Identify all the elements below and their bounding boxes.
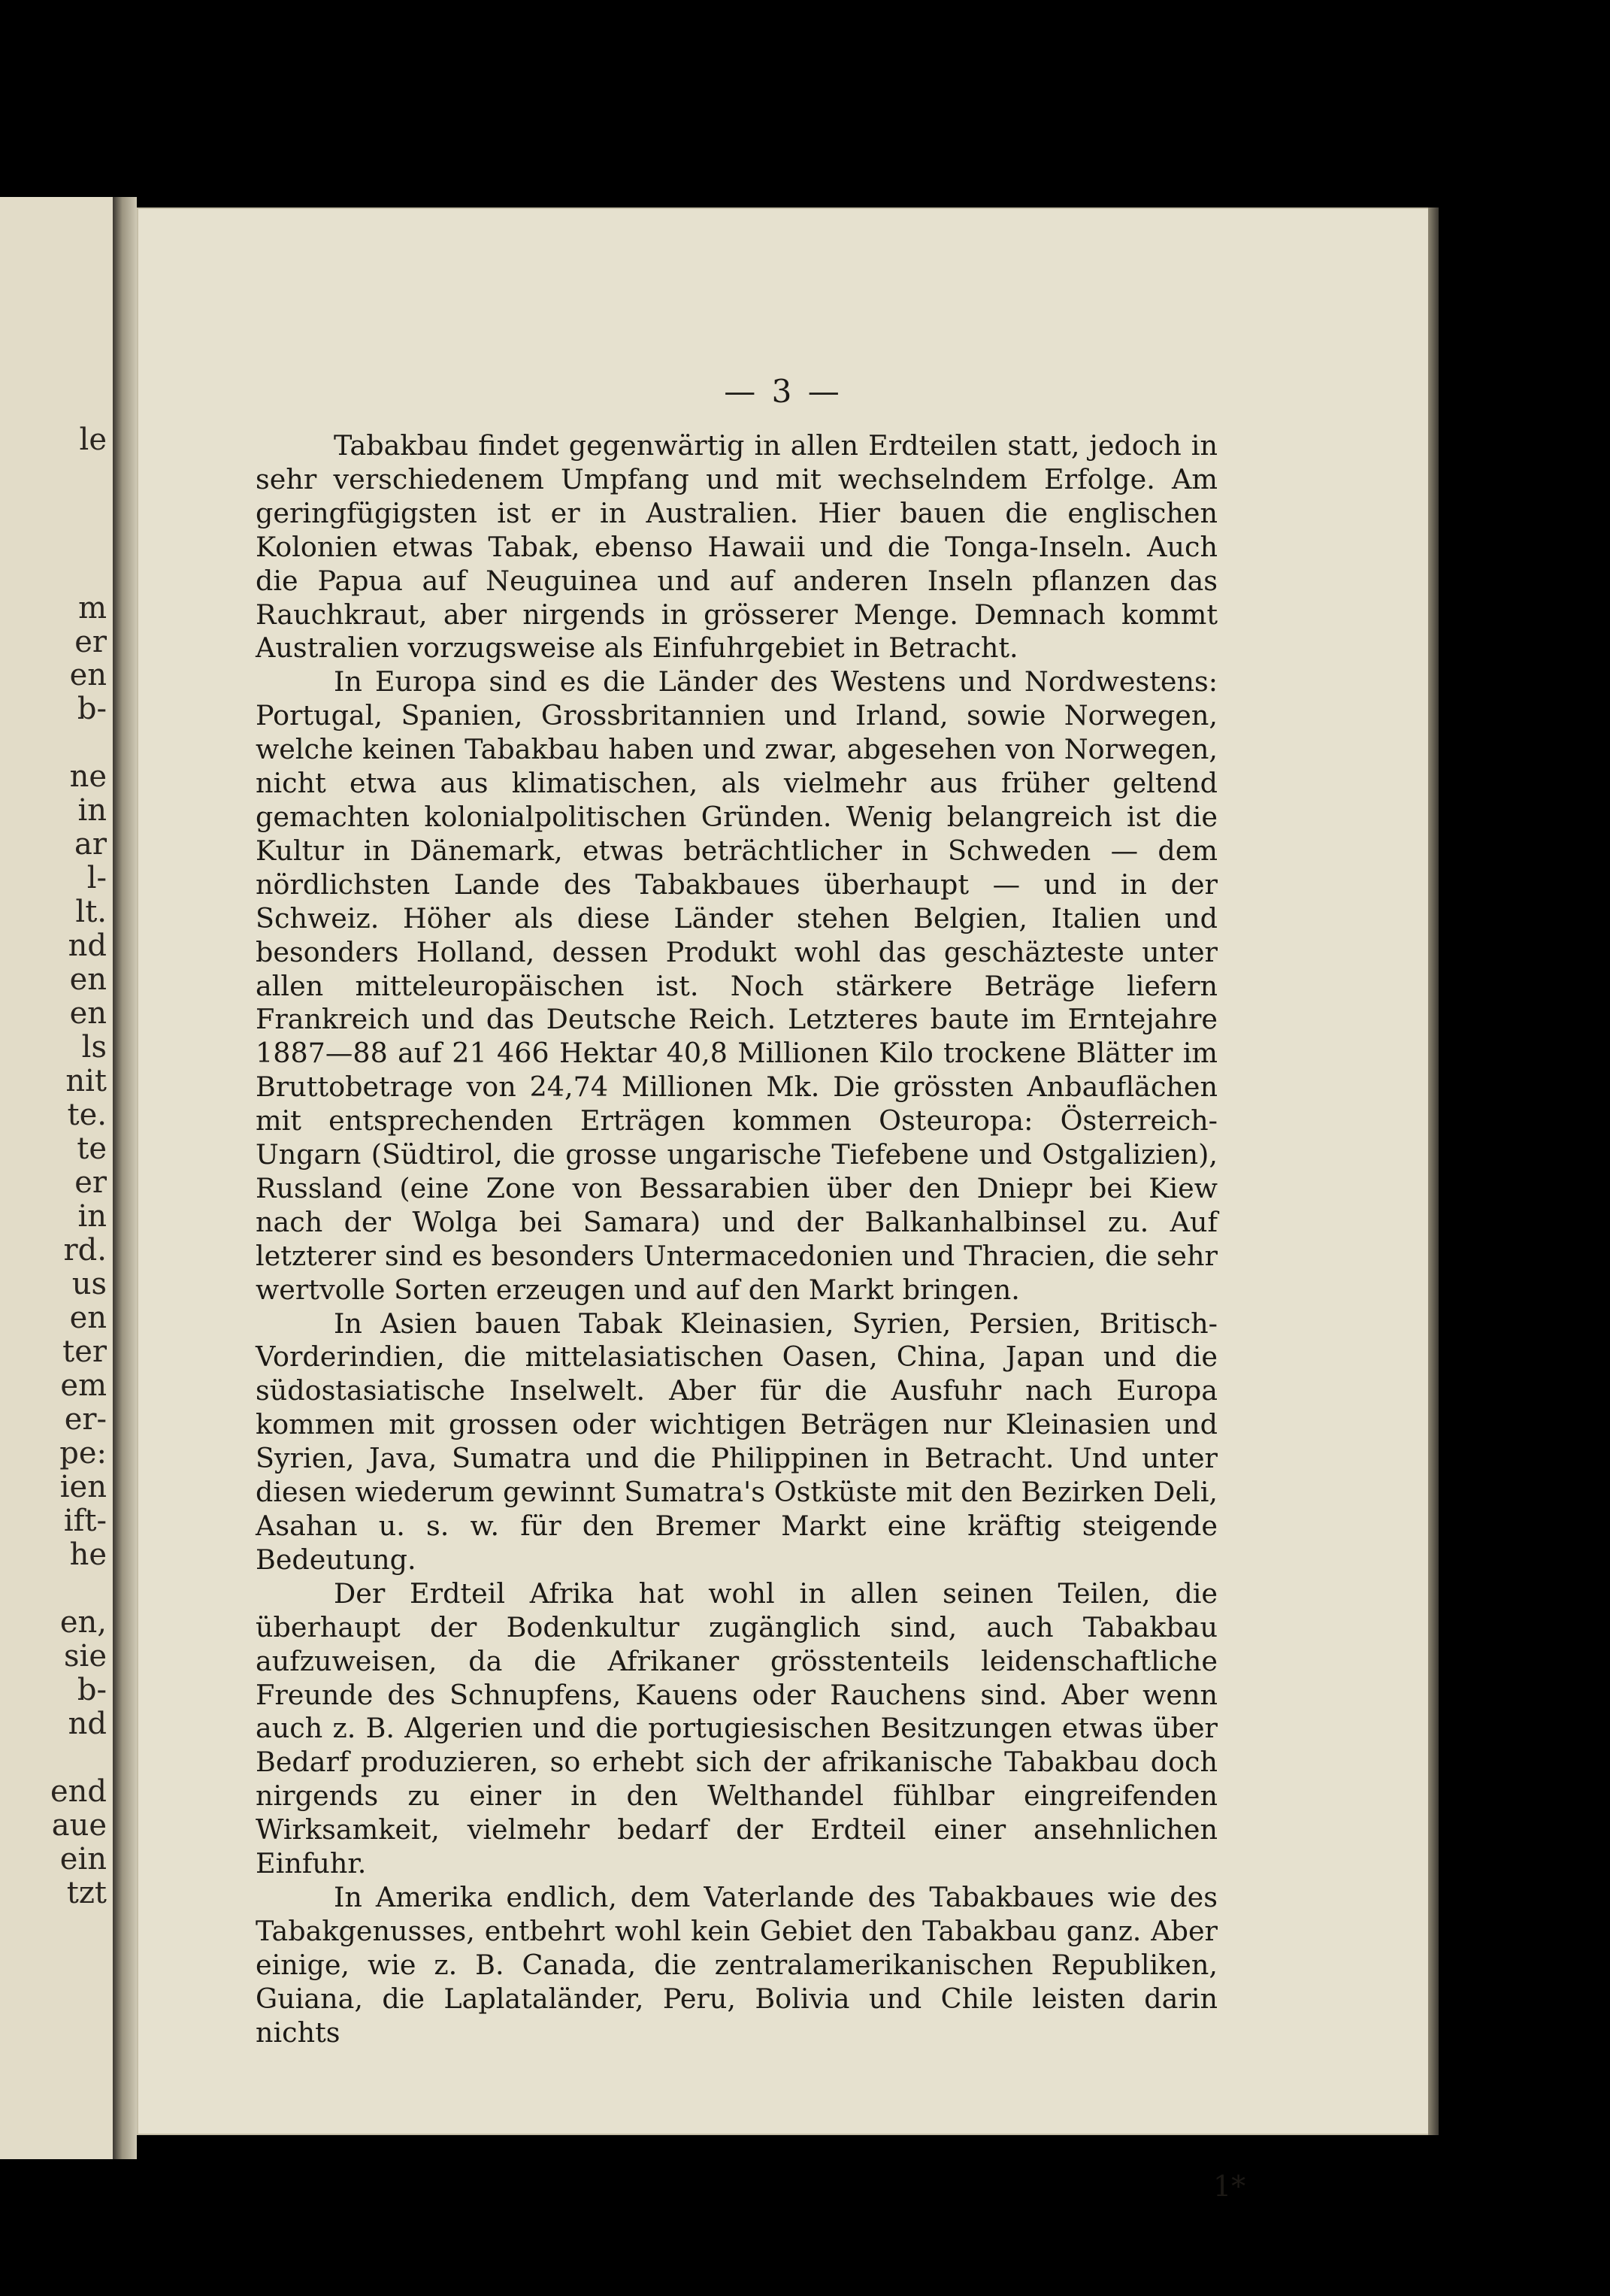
left-page-fragment: le [79,423,107,457]
page-edge-shadow [1428,207,1439,2135]
left-page-fragment: m [78,591,107,625]
left-page-fragment: nit [65,1064,107,1098]
left-page-fragment: te [77,1131,107,1166]
paragraph-europe: In Europa sind es die Länder des Westens und Nordwestens: Portugal, Spanien, Grossbritannien und Irland, sowie Norwegen, welche keinen Tabakbau haben und zwar, abgesehen von Norwegen, nicht etwa aus klimatischen, als vielmehr aus früher geltend gemachten kolonialpolitischen Gründen. Wenig belangreich ist die Kultur in Dänemark, etwas beträchtlicher in Schweden — dem nördlichsten Lande des Tabakbaues überhaupt — und in der Schweiz. Höher als diese Länder stehen Belgien, Italien und besonders Holland, dessen Produkt wohl das geschäzteste unter allen mitteleuropäischen ist. Noch stärkere Beträge liefern Frankreich und das Deutsche Reich. Letzteres baute im Erntejahre 1887—88 auf 21 466 Hektar 40,8 Millionen Kilo trockene Blätter im Bruttobetrage von 24,74 Millionen Mk. Die grössten Anbauflächen mit entsprechenden Erträgen kommen Osteuropa: Österreich-Ungarn (Südtirol, die grosse ungarische Tiefebene und Ostgalizien), Russland (eine Zone von Bessarabien über den Dniepr bei Kiew nach der Wolga bei Samara) und der Balkanhalbinsel zu. Auf letzterer sind es besonders Untermacedonien und Thracien, die sehr wertvolle Sorten erzeugen und auf den Markt bringen. [256,665,1218,1306]
paragraph-america: In Amerika endlich, dem Vaterlande des Tabakbaues wie des Tabakgenusses, entbehrt wohl kein Gebiet den Tabakbau ganz. Aber einige, wie z. B. Canada, die zentralamerikanischen Republiken, Guiana, die Laplataländer, Peru, Bolivia und Chile leisten darin nichts [256,1880,1218,2049]
left-page-fragment: in [77,793,107,828]
left-page-fragment: en, [59,1605,107,1640]
paragraph-africa: Der Erdteil Afrika hat wohl in allen seinen Teilen, die überhaupt der Bodenkultur zugänglich sind, auch Tabakbau aufzuweisen, da die Afrikaner grösstenteils leidenschaftliche Freunde des Schnupfens, Kauens oder Rauchens sind. Aber wenn auch z. B. Algerien und die portugiesischen Besitzungen etwas über Bedarf produzieren, so erhebt sich der afrikanische Tabakbau doch nirgends zu einer in den Welthandel fühlbar eingreifenden Wirksamkeit, vielmehr bedarf der Erdteil einer ansehnlichen Einfuhr. [256,1577,1218,1880]
left-page-fragment: er [74,1165,107,1200]
left-page-fragment: tzt [66,1876,107,1910]
page-body-text [256,429,1218,2050]
left-page-fragment: b- [77,692,107,726]
left-page-fragment: us [71,1267,107,1301]
signature-mark: 1* [1213,2170,1246,2203]
left-page-fragment: er [74,625,107,659]
left-page-fragment: ne [69,759,107,794]
left-page-fragment: lt. [75,895,107,929]
book-page [137,207,1430,2203]
left-page-fragment: en [69,1301,107,1335]
left-page-fragment: en [69,658,107,692]
page-number: — 3 — [724,373,843,410]
left-page-fragment: sie [64,1639,107,1674]
paragraph-asia: In Asien bauen Tabak Kleinasien, Syrien, Persien, Britisch-Vorderindien, die mittelasiatischen Oasen, China, Japan und die südostasiatische Inselwelt. Aber für die Ausfuhr nach Europa kommen mit grossen oder wichtigen Beträgen nur Kleinasien und Syrien, Java, Sumatra und die Philippinen in Betracht. Und unter diesen wiederum gewinnt Sumatra's Ostküste mit den Bezirken Deli, Asahan u. s. w. für den Bremer Markt eine kräftig steigende Bedeutung. [256,1307,1218,1576]
left-page-fragment: ein [59,1842,107,1876]
left-page-fragment: pe: [59,1436,107,1471]
left-page-fragment: nd [68,1707,107,1741]
left-page-fragment: en [69,996,107,1031]
book-gutter [113,197,137,2159]
left-page-fragment: b- [77,1673,107,1707]
left-page-fragment: en [69,962,107,997]
left-page-fragment: ien [59,1470,107,1504]
paragraph-australia: Tabakbau findet gegenwärtig in allen Erdteilen statt, jedoch in sehr verschiedenem Umpfang und mit wechselndem Erfolge. Am geringfügigsten ist er in Australien. Hier bauen die englischen Kolonien etwas Tabak, ebenso Hawaii und die Tonga-Inseln. Auch die Papua auf Neuguinea und auf anderen Inseln pflanzen das Rauchkraut, aber nirgends in grösserer Menge. Demnach kommt Australien vorzugsweise als Einfuhrgebiet in Betracht. [256,429,1218,665]
left-page-fragment: ift- [63,1504,107,1538]
left-page-fragment: em [60,1368,107,1403]
left-page-fragment: er- [64,1402,107,1437]
left-page-fragment: l- [86,861,107,895]
left-page-fragment: aue [51,1808,107,1843]
left-page-fragment: ter [62,1334,107,1369]
left-page-fragment: rd. [63,1233,107,1268]
left-page-fragment: in [77,1199,107,1234]
previous-page-strip [0,197,114,2159]
left-page-fragment: end [50,1774,107,1809]
left-page-fragment: te. [67,1098,107,1132]
left-page-fragment: he [69,1537,107,1572]
left-page-fragment: nd [68,928,107,963]
left-page-fragment: ar [74,827,107,862]
left-page-fragment: ls [81,1030,107,1065]
